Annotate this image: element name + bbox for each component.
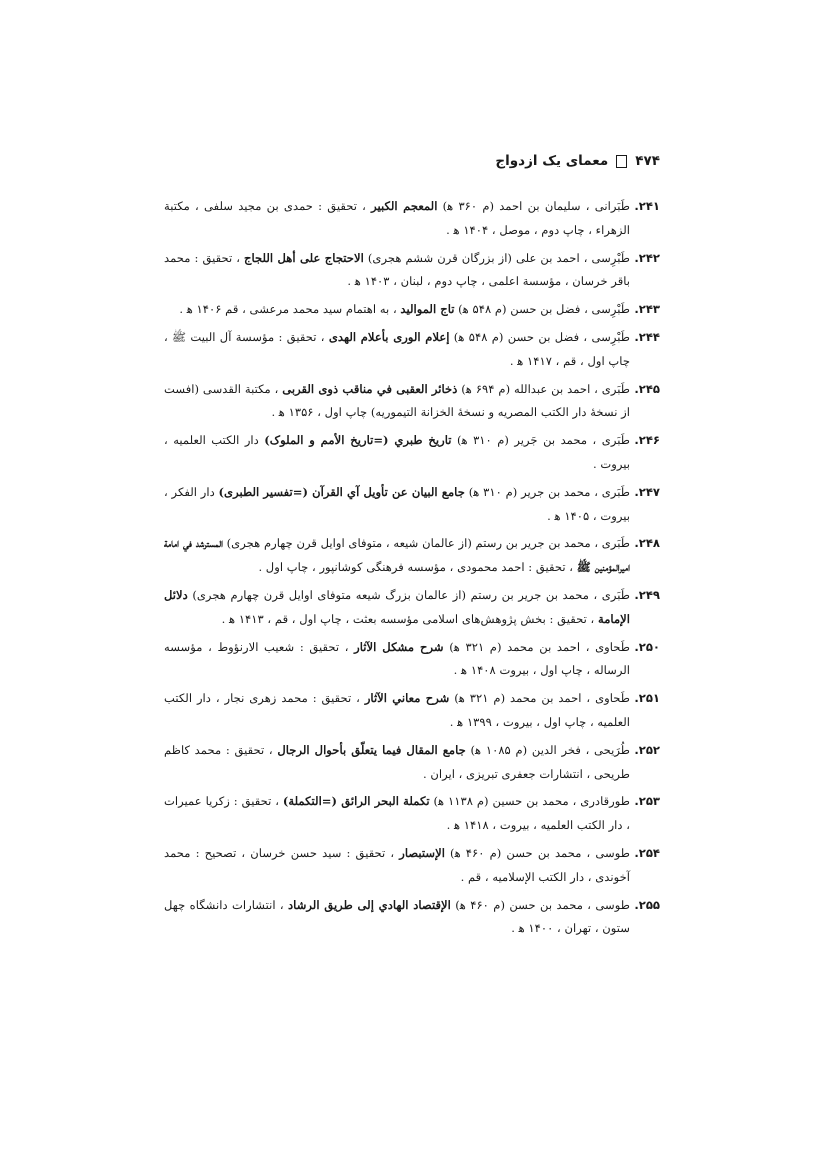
entry-number: ۲۴۴. (634, 329, 660, 344)
entry-number: ۲۵۴. (634, 845, 660, 860)
entry-author: طَحاوی ، احمد بن محمد (م ۳۲۱ ه‍) (449, 691, 630, 706)
entry-number: ۲۵۰. (634, 639, 660, 654)
entry-author: طَبَری ، محمد بن جریر بن رستم (از عالمان بزرگ شیعه متوفای اوایل قرن چهارم هجری) (187, 587, 630, 602)
entry-number: ۲۵۲. (634, 742, 660, 757)
entry-number: ۲۴۱. (634, 199, 660, 213)
entry-title: ذخائر العقبی في مناقب ذوی القربی (282, 381, 458, 396)
bibliography-entry (164, 636, 660, 684)
entry-number: ۲۴۶. (634, 433, 660, 448)
entry-title: الاحتجاج علی أهل اللجاج (244, 250, 364, 265)
entry-details: دار الفکر ، بیروت ، ۱۴۰۵ ه‍ . (164, 484, 630, 523)
bibliography-entry (164, 429, 660, 477)
bibliography-entry (164, 842, 660, 890)
entry-title: المسترشد في امامة امیرالمؤمنین ﷺ (164, 536, 630, 575)
entry-author: طوسی ، محمد بن حسن (م ۴۶۰ ه‍) (450, 897, 630, 912)
entry-number: ۲۴۹. (634, 587, 660, 602)
bibliography-entry (164, 298, 660, 322)
header-box-ornament (616, 155, 627, 168)
entry-author: طوسی ، محمد بن حسن (م ۴۶۰ ه‍) (444, 845, 630, 860)
entry-details: ، تحقیق : محمد زهری نجار ، دار الکتب العلمیه ، چاپ اول ، بیروت ، ۱۳۹۹ ه‍ . (164, 691, 630, 729)
entry-title: الإقتصاد الهادي إلی طریق الرشاد (288, 897, 451, 912)
entry-number: ۲۴۲. (634, 250, 660, 265)
entry-details: ، تحقیق : محمد کاظم طریحی ، انتشارات جعفری تبریزی ، ایران . (164, 742, 630, 781)
entry-author: طَبَری ، محمد بن جَریر (م ۳۱۰ ه‍) (451, 433, 630, 448)
entry-details: ، تحقیق : محمد باقر خرسان ، مؤسسة اعلمی ، چاپ دوم ، لبنان ، ۱۴۰۳ ه‍ . (164, 250, 630, 289)
entry-details: ، انتشارات دانشگاه چهل ستون ، تهران ، ۱۴۰۰ ه‍ . (164, 897, 630, 936)
bibliography-entry (164, 247, 660, 295)
bibliography-entry (164, 195, 660, 243)
entry-details: دار الکتب العلمیه ، بیروت . (164, 433, 630, 471)
entry-title: دلائل الإمامة (164, 587, 630, 626)
entry-author: طَبْرِسی ، فضل بن حسن (م ۵۴۸ ه‍) (454, 302, 630, 317)
entry-title: تاریخ طبري (=تاریخ الأمم و الملوک) (264, 433, 452, 448)
entry-details: ، تحقیق : بخش پژوهش‌های اسلامی مؤسسه بعثت ، چاپ اول ، قم ، ۱۴۱۳ ه‍ . (221, 611, 598, 626)
entry-title: الإستبصار (399, 845, 445, 860)
entry-details: ، تحقیق : مؤسسة آل البیت ﷺ ، چاپ اول ، قم ، ۱۴۱۷ ه‍ . (164, 329, 630, 368)
entry-author: طَبَری ، محمد بن جریر بن رستم (از عالمان شیعه ، متوفای اوایل قرن چهارم هجری) (222, 536, 630, 551)
bibliography-entry (164, 790, 660, 838)
entry-details: ، تحقیق : شعیب الارنؤوط ، مؤسسه الرساله ، چاپ اول ، بیروت ۱۴۰۸ ه‍ . (164, 639, 630, 678)
bibliography-entry (164, 739, 660, 787)
entry-author: طَبَری ، احمد بن عبدالله (م ۶۹۴ ه‍) (457, 381, 631, 396)
entry-title: جامع البیان عن تأویل آي القرآن (=تفسیر الطبری) (218, 484, 465, 499)
entry-number: ۲۵۵. (634, 897, 660, 912)
entry-number: ۲۴۳. (634, 302, 660, 317)
entry-details: ، به اهتمام سید محمد مرعشی ، قم ۱۴۰۶ ه‍ . (179, 302, 401, 317)
bibliography-list (164, 195, 660, 945)
running-title: معمای یک ازدواج (495, 153, 609, 169)
entry-number: ۲۴۵. (634, 381, 660, 396)
running-header (470, 149, 660, 173)
entry-author: طَبَری ، محمد بن جریر (م ۳۱۰ ه‍) (464, 484, 630, 499)
entry-title: المعجم الکبیر (371, 199, 438, 213)
page-number: ۴۷۴ (635, 153, 660, 169)
bibliography-entry (164, 687, 660, 735)
entry-number: ۲۴۸. (634, 536, 660, 551)
entry-author: طَبْرِسی ، احمد بن علی (از بزرگان قرن ششم هجری) (363, 250, 630, 265)
entry-author: طُرَیحی ، فخر الدین (م ۱۰۸۵ ه‍) (465, 742, 631, 757)
bibliography-entry (164, 481, 660, 529)
entry-number: ۲۵۳. (634, 794, 660, 809)
bibliography-entry (164, 894, 660, 942)
entry-author: طَبَرانی ، سلیمان بن احمد (م ۳۶۰ ه‍) (437, 199, 630, 213)
entry-title: شرح مشکل الآثار (354, 639, 444, 654)
entry-author: طَحاوی ، احمد بن محمد (م ۳۲۱ ه‍) (443, 639, 630, 654)
bibliography-entry (164, 326, 660, 374)
entry-details: ، مکتبة القدسی (افست از نسخهٔ دار الکتب المصریه و نسخهٔ الخزانة التیموریه) چاپ اول ، ۱۳۵۶ ه‍ . (164, 381, 630, 420)
entry-details: ، تحقیق : سید حسن خرسان ، تصحیح : محمد آخوندی ، دار الکتب الإسلامیه ، قم . (164, 845, 630, 884)
entry-title: جامع المقال فیما یتعلّق بأحوال الرجال (277, 742, 466, 757)
entry-details: ، تحقیق : حمدی بن مجید سلفی ، مکتبة الزهراء ، چاپ دوم ، موصل ، ۱۴۰۴ ه‍ . (164, 199, 630, 237)
entry-title: شرح معاني الآثار (364, 691, 450, 706)
entry-number: ۲۴۷. (634, 484, 660, 499)
entry-details: ، تحقیق : احمد محمودی ، مؤسسه فرهنگی کوشانپور ، چاپ اول . (258, 560, 577, 575)
entry-number: ۲۵۱. (634, 691, 660, 706)
entry-author: طورقادری ، محمد بن حسین (م ۱۱۳۸ ه‍) (429, 794, 630, 809)
bibliography-entry (164, 378, 660, 426)
entry-details: ، تحقیق : زکریا عمیرات ، دار الکتب العلمیه ، بیروت ، ۱۴۱۸ ه‍ . (164, 794, 630, 833)
entry-title: تکملة البحر الرائق (=التکملة) (282, 794, 430, 809)
bibliography-entry (164, 584, 660, 632)
bibliography-entry (164, 532, 660, 580)
entry-title: تاج الموالید (400, 302, 455, 317)
entry-author: طَبْرِسی ، فضل بن حسن (م ۵۴۸ ه‍) (449, 329, 630, 344)
entry-title: إعلام الوری بأعلام الهدی (328, 329, 450, 344)
